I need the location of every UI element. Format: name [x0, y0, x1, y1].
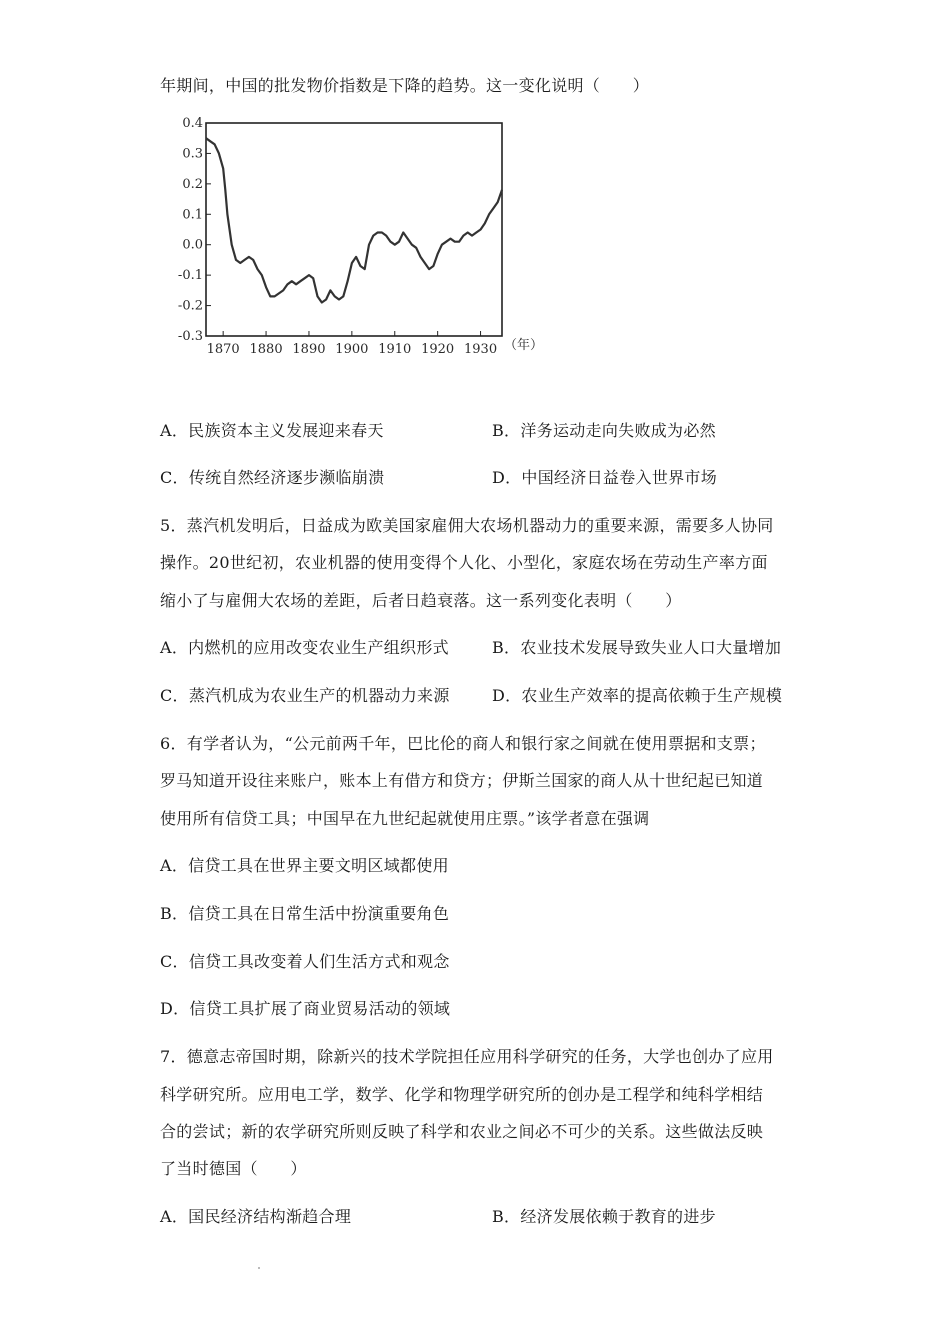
x-tick-label: 1870: [206, 342, 240, 357]
x-tick-label: 1900: [335, 342, 369, 357]
q5-stem-line-3: 缩小了与雇佣大农场的差距，后者日趋衰落。这一系列变化表明（ ）: [160, 591, 682, 610]
y-tick-label: -0.2: [177, 298, 203, 314]
y-tick-label: 0.4: [182, 116, 203, 131]
q6-option-c[interactable]: C．信贷工具改变着人们生活方式和观念: [160, 952, 450, 971]
q4-stem: 年期间，中国的批发物价指数是下降的趋势。这一变化说明（ ）: [160, 76, 650, 95]
q5-stem-line-2: 操作。20世纪初，农业机器的使用变得个人化、小型化，家庭农场在劳动生产率方面: [160, 553, 768, 572]
q5-option-d[interactable]: D．农业生产效率的提高依赖于生产规模: [492, 686, 783, 705]
q7-option-a[interactable]: A．国民经济结构渐趋合理: [160, 1207, 352, 1226]
q5-option-c[interactable]: C．蒸汽机成为农业生产的机器动力来源: [160, 686, 450, 705]
q6-stem-line-1: 6．有学者认为，“公元前两千年，巴比伦的商人和银行家之间就在使用票据和支票；: [160, 734, 766, 753]
scan-speck: [258, 1267, 260, 1269]
x-tick-label: 1910: [378, 342, 412, 357]
x-tick-label: 1890: [292, 342, 326, 357]
q7-stem-line-2: 科学研究所。应用电工学，数学、化学和物理学研究所的创办是工程学和纯科学相结: [160, 1085, 764, 1104]
q4-option-d[interactable]: D．中国经济日益卷入世界市场: [492, 468, 718, 487]
x-axis-unit-label: （年）: [504, 338, 544, 353]
q6-option-d[interactable]: D．信贷工具扩展了商业贸易活动的领域: [160, 999, 451, 1018]
y-tick-label: 0.2: [182, 176, 203, 192]
q5-option-b[interactable]: B．农业技术发展导致失业人口大量增加: [492, 638, 782, 657]
q6-option-a[interactable]: A．信贷工具在世界主要文明区域都使用: [160, 856, 449, 875]
q4-option-a[interactable]: A．民族资本主义发展迎来春天: [160, 421, 384, 440]
y-tick-label: 0.3: [182, 146, 203, 162]
x-axis-ticks: [207, 331, 497, 357]
q6-option-b[interactable]: B．信贷工具在日常生活中扮演重要角色: [160, 904, 450, 923]
y-tick-label: 0.0: [182, 237, 203, 253]
q4-option-b[interactable]: B．洋务运动走向失败成为必然: [492, 421, 716, 440]
q7-option-b[interactable]: B．经济发展依赖于教育的进步: [492, 1207, 716, 1226]
y-tick-label: -0.1: [177, 268, 203, 284]
plot-frame: [206, 123, 502, 336]
q5-option-a[interactable]: A．内燃机的应用改变农业生产组织形式: [160, 638, 449, 657]
q5-stem-line-1: 5．蒸汽机发明后，日益成为欧美国家雇佣大农场机器动力的重要来源，需要多人协同: [160, 516, 774, 535]
price-index-line: [206, 138, 502, 302]
q6-stem-line-2: 罗马知道开设往来账户，账本上有借方和贷方；伊斯兰国家的商人从十世纪起已知道: [160, 771, 764, 790]
y-tick-label: -0.3: [177, 329, 203, 344]
y-tick-label: 0.1: [182, 207, 203, 223]
q4-option-c[interactable]: C．传统自然经济逐步濒临崩溃: [160, 468, 385, 487]
q6-stem-line-3: 使用所有信贷工具；中国早在九世纪起就使用庄票。”该学者意在强调: [160, 809, 650, 828]
q7-stem-line-3: 合的尝试；新的农学研究所则反映了科学和农业之间必不可少的关系。这些做法反映: [160, 1122, 764, 1141]
q7-stem-line-1: 7．德意志帝国时期，除新兴的技术学院担任应用科学研究的任务，大学也创办了应用: [160, 1047, 774, 1066]
x-tick-label: 1920: [421, 342, 455, 357]
price-index-chart: [170, 112, 550, 362]
x-tick-label: 1880: [249, 342, 283, 357]
q7-stem-line-4: 了当时德国（ ）: [160, 1159, 307, 1178]
x-tick-label: 1930: [464, 342, 498, 357]
